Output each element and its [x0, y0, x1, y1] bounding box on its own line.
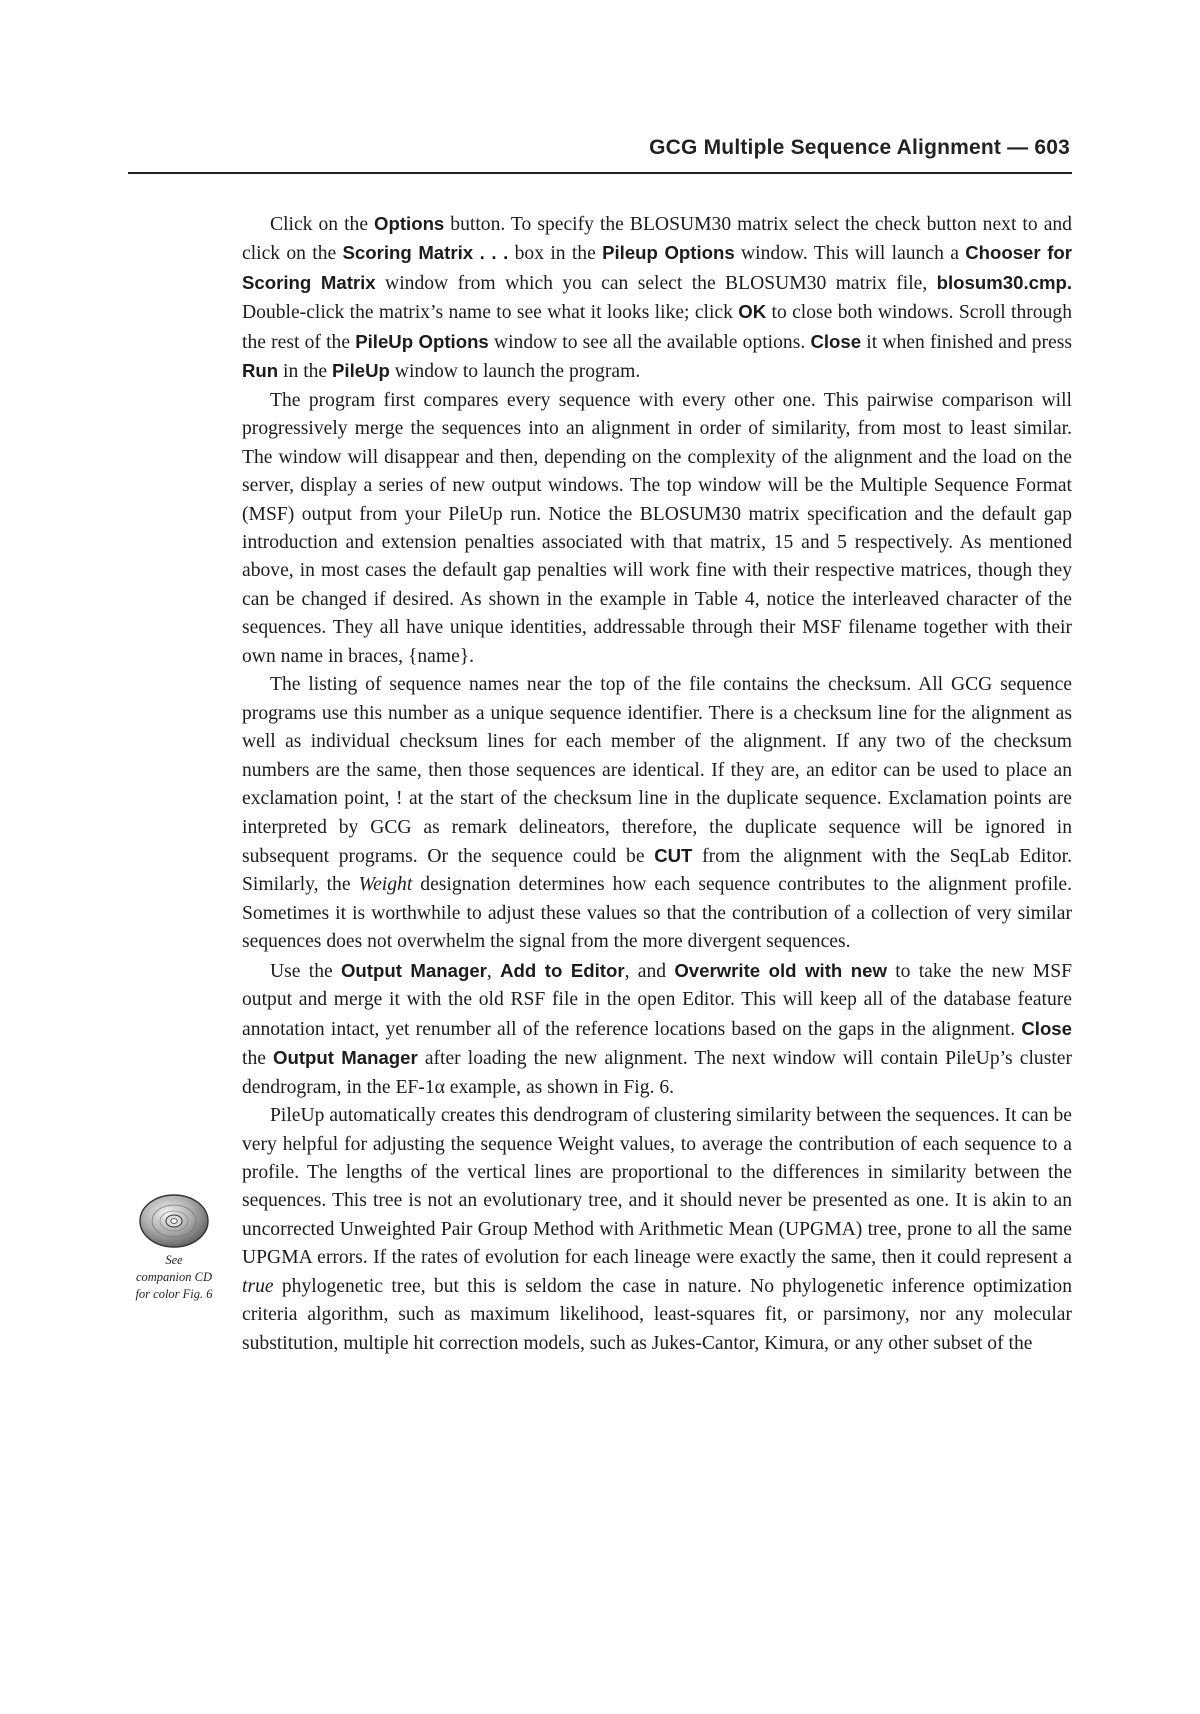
bold-term: Run [242, 360, 279, 382]
bold-term: Options [374, 213, 445, 234]
bold-term: Output Manager [273, 1047, 418, 1069]
text-run: it when finished and press [861, 331, 1072, 353]
margin-note-line-2: companion CD [135, 1270, 213, 1284]
italic-term: Weight [358, 874, 413, 896]
bold-term: Add to Editor [500, 959, 625, 981]
text-run: The listing of sequence names near the top of the file contains the checksum. All GCG sequence programs use this number as a unique sequence identifier. There is a checksum line for the alignment as well as individual checksum lines for each member of the alignment. If any two of the checksum numbers are the same, then those sequences are identical. If they are, an editor can be used to place an exclamation point, ! at the start of the checksum line in the duplicate sequence. Exclamation points are interpreted by GCG as remark delineators, therefore, the duplicate sequence will be ignored in subsequent programs. Or the sequence could be [242, 674, 1072, 867]
bold-term: PileUp [332, 360, 390, 382]
text-run: PileUp automatically creates this dendrogram of clustering similarity between the sequences. It can be very helpful for adjusting the sequence Weight values, to average the contribution of each sequence to a profile. The lengths of the vertical lines are proportional to the differences in similarity between the sequences. This tree is not an evolutionary tree, and it should never be presented as one. It is akin to an uncorrected Unweighted Pair Group Method with Arithmetic Mean (UPGMA) tree, prone to all the same UPGMA errors. If the rates of evolution for each lineage were exactly the same, then it could represent a [242, 1105, 1072, 1269]
margin-note-line-3: for color Fig. 6 [135, 1287, 213, 1301]
text-run: box in the [508, 243, 603, 265]
paragraph-4 [242, 957, 1072, 1102]
text-run: to close both windows. Scroll through the rest of the [242, 302, 1072, 353]
paragraph-1 [242, 210, 1072, 387]
bold-term: Overwrite old with new [674, 959, 887, 981]
margin-note-line-1: See [165, 1253, 183, 1267]
bold-term: PileUp Options [355, 330, 489, 352]
bold-term: Close [1021, 1017, 1072, 1039]
paragraph-3 [242, 671, 1072, 957]
text-run: from the alignment with the SeqLab Editor. Similarly, the [242, 845, 1072, 896]
paragraph-2 [242, 387, 1072, 672]
text-run: designation determines how each sequence contributes to the alignment profile. Sometimes it is worthwhile to adjust these values so that the contribution of a collection of very similar sequences does not overwhelm the signal from the more divergent sequences. [242, 874, 1073, 953]
bold-term: Chooser for Scoring Matrix [242, 242, 1072, 293]
text-run: to take the new MSF output and merge it with the old RSF file in the open Editor. This will keep all of the database feature annotation intact, yet renumber all of the reference locations based on the gaps in the alignment. [242, 960, 1072, 1040]
bold-term: Scoring Matrix . . . [342, 242, 509, 264]
text-run: button. To specify the BLOSUM30 matrix select the check button next to and click on the [242, 214, 1072, 265]
text-run: window to launch the program. [389, 361, 641, 383]
body-text [242, 210, 1072, 1358]
text-run: after loading the new alignment. The next window will contain PileUp’s cluster dendrogram, in the EF-1α example, as shown in Fig. 6. [242, 1048, 1072, 1098]
text-run: phylogenetic tree, but this is seldom the case in nature. No phylogenetic inference optimization criteria algorithm, such as maximum likelihood, least-squares fit, or parsimony, nor any molecular substitution, multiple hit correction models, such as Jukes-Cantor, Kimura, or any other subset of the [242, 1275, 1072, 1354]
bold-term: Output Manager [340, 959, 487, 981]
text-run: in the [278, 361, 333, 383]
text-run: window from which you can select the BLOSUM30 matrix file, [375, 272, 937, 294]
paragraph-5 [242, 1102, 1072, 1358]
text-run: Use the [270, 960, 341, 982]
text-run: Click on the [270, 214, 375, 235]
running-header [128, 136, 1072, 174]
bold-term: OK [738, 301, 767, 323]
text-run: , and [624, 960, 675, 982]
bold-term: Close [810, 330, 862, 352]
text-run: , [486, 960, 501, 982]
text-run: window to see all the available options. [488, 331, 811, 353]
text-run: window. This will launch a [734, 243, 966, 265]
bold-term: CUT [654, 844, 693, 866]
text-run: Double-click the matrix’s name to see what it looks like; click [242, 302, 739, 324]
margin-note [124, 1190, 224, 1303]
text-run: The program first compares every sequence with every other one. This pairwise comparison will progressively merge the sequences into an alignment in order of similarity, from most to least similar. The window will disappear and then, depending on the complexity of the alignment and the load on the server, display a series of new output windows. The top window will be the Multiple Sequence Format (MSF) output from your PileUp run. Notice the BLOSUM30 matrix specification and the default gap introduction and extension penalties associated with that matrix, 15 and 5 respectively. As mentioned above, in most cases the default gap penalties will work fine with their respective matrices, though they can be changed if desired. As shown in the example in Table 4, notice the interleaved character of the sequences. They all have unique identities, addressable through their MSF filename together with their own name in braces, {name}. [242, 389, 1072, 667]
cd-disc-icon [136, 1190, 212, 1252]
running-title: GCG Multiple Sequence Alignment — 603 [649, 136, 1070, 159]
bold-term: Pileup Options [602, 242, 735, 264]
text-run: the [242, 1048, 274, 1070]
bold-term: blosum30.cmp. [936, 271, 1073, 293]
italic-term: true [242, 1275, 274, 1297]
